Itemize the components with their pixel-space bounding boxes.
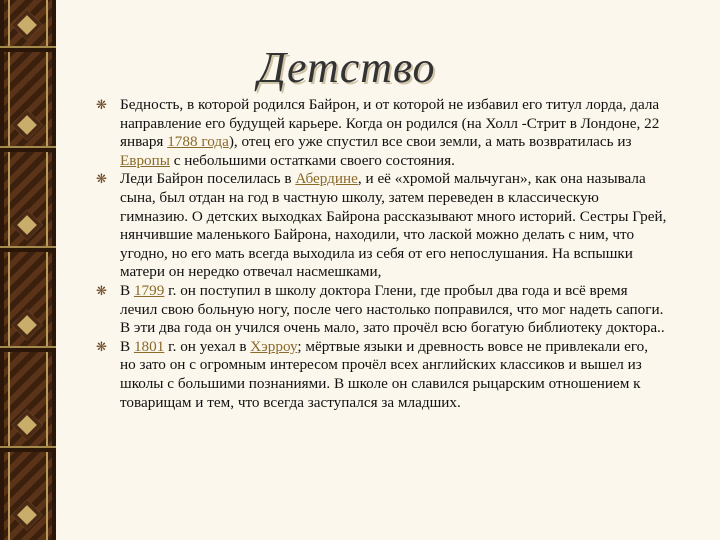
bullet-ornament-icon: ❋ bbox=[96, 97, 107, 112]
paragraph-text: , и её «хромой мальчуган», как она называла сына, был отдан на год в частную школу, затем переведен в классическую гимназию. О детских выходках Байрона рассказывают много историй. Сестры Грей, нянчившие маленького Байрона, находили, что лаской можно делать с ним, что угодно, но его мать всегда выходила из себя от его непослушания. На вспышки матери он нередко отвечал насмешками, bbox=[120, 170, 667, 281]
hyperlink[interactable]: 1788 года bbox=[167, 133, 229, 151]
bullet-ornament-icon: ❋ bbox=[96, 282, 107, 298]
decorative-border-stripe bbox=[0, 0, 56, 540]
bullet-ornament-icon: ❋ bbox=[96, 338, 107, 354]
diamond-ornament-icon bbox=[11, 209, 42, 240]
hyperlink[interactable]: 1801 bbox=[133, 337, 165, 355]
paragraph-text: ; мёртвые языки и древность вовсе не привлекали его, но зато он с огромным интересом прочёл всех английских классиков и вышел из школы с большими познаниями. В школе он славился рыцарским отношением к товарищам и тем, что всегда заступался за младших. bbox=[120, 337, 649, 411]
paragraph-text: г. он поступил в школу доктора Глени, где пробыл два года и всё время лечил свою больную ногу, после чего настолько поправился, что мог надеть сапоги. В эти два года он учился очень мало, зато прочёл всю богатую библиотеку доктора.. bbox=[120, 281, 665, 337]
diamond-ornament-icon bbox=[11, 499, 42, 530]
bullet-list bbox=[92, 96, 667, 412]
bullet-item bbox=[92, 282, 667, 338]
paragraph-text: В bbox=[120, 337, 134, 355]
hyperlink[interactable]: Хэрроу bbox=[250, 337, 298, 355]
diamond-ornament-icon bbox=[11, 9, 42, 40]
bullet-ornament-icon: ❋ bbox=[96, 171, 107, 187]
diamond-ornament-icon bbox=[11, 309, 42, 340]
diamond-ornament-icon bbox=[11, 409, 42, 440]
slide-title: Детство bbox=[258, 43, 436, 92]
bullet-item bbox=[92, 96, 667, 170]
paragraph-text: г. он уехал в bbox=[164, 337, 251, 355]
paragraph-text: Леди Байрон поселилась в bbox=[120, 170, 296, 188]
paragraph-text: Бедность, в которой родился Байрон, и от которой не избавил его титул лорда, дала направление его будущей карьере. Когда он родился (на Холл -Стрит в Лондоне, 22 января bbox=[120, 96, 660, 151]
hyperlink[interactable]: Европы bbox=[120, 151, 170, 169]
paragraph-text: ), отец его уже спустил все свои земли, а мать возвратилась из bbox=[228, 133, 632, 151]
paragraph-text: В bbox=[120, 281, 134, 299]
bullet-item bbox=[92, 170, 667, 282]
diamond-ornament-icon bbox=[11, 109, 42, 140]
bullet-item bbox=[92, 338, 667, 412]
hyperlink[interactable]: 1799 bbox=[133, 281, 165, 299]
hyperlink[interactable]: Абердине bbox=[295, 170, 358, 188]
paragraph-text: с небольшими остатками своего состояния. bbox=[169, 151, 455, 169]
